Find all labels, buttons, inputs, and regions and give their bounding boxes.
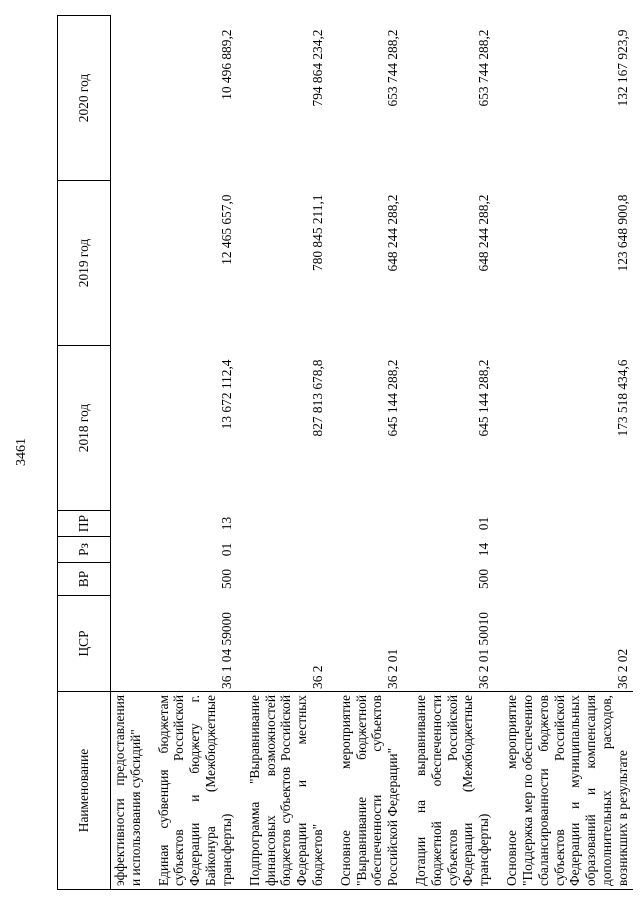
- header-2019: 2019 год: [58, 181, 111, 346]
- row-2020: 10 496 889,2: [218, 29, 234, 100]
- row-2020: 794 864 234,2: [309, 29, 325, 107]
- row-pr: [328, 511, 403, 537]
- header-rz: Рз: [58, 537, 111, 563]
- row-rz: [328, 537, 403, 563]
- header-2020: 2020 год: [58, 16, 111, 181]
- row-name: Единая субвенция бюджетам субъектов Российской Федерации и бюджету г. Байконура (Межбюджетные трансферты): [146, 692, 237, 890]
- row-name: Подпрограмма "Выравнивание финансовых возможностей бюджетов субъектов Российской Федерации и местных бюджетов": [237, 692, 328, 890]
- row-name: эффективности предоставления и использования субсидий": [111, 692, 146, 890]
- row-2019: [111, 181, 146, 346]
- row-2019: 12 465 657,0: [218, 194, 234, 265]
- row-vr: 500: [476, 568, 492, 590]
- row-pr: [111, 511, 146, 537]
- row-csr: [111, 596, 146, 692]
- row-vr: [237, 563, 328, 596]
- table-row: [403, 16, 494, 890]
- header-pr: ПР: [58, 511, 111, 537]
- rotated-page-content: [57, 15, 630, 890]
- row-rz: [237, 537, 328, 563]
- row-2018: 645 144 288,2: [385, 359, 401, 437]
- row-pr: [237, 511, 328, 537]
- row-2020: [111, 16, 146, 181]
- row-name: Дотации на выравнивание бюджетной обеспеченности субъектов Российской Федерации (Межбюджетные трансферты): [403, 692, 494, 890]
- row-name: Основное мероприятие "Поддержка мер по обеспечению сбалансированности бюджетов субъектов Российской Федерации и муниципальных образований и компенсация дополнительных расходов, возникших в результате: [494, 692, 633, 890]
- row-pr: [494, 511, 633, 537]
- table-row: [328, 16, 403, 890]
- table-row: [111, 16, 146, 890]
- row-vr: [328, 563, 403, 596]
- row-vr: 500: [218, 568, 234, 590]
- row-2019: 648 244 288,2: [476, 194, 492, 272]
- row-rz: [111, 537, 146, 563]
- row-pr: 01: [476, 516, 492, 531]
- row-rz: 01: [218, 542, 234, 557]
- table-row: [237, 16, 328, 890]
- row-2018: 645 144 288,2: [476, 359, 492, 437]
- header-name: Наименование: [58, 692, 111, 890]
- row-vr: [111, 563, 146, 596]
- row-name: Основное мероприятие "Выравнивание бюджетной обеспеченности субъектов Российской Федерации": [328, 692, 403, 890]
- row-pr: 13: [218, 516, 234, 531]
- row-2020: 132 167 923,9: [614, 29, 630, 107]
- row-2020: 653 744 288,2: [476, 29, 492, 107]
- row-csr: 36 2: [309, 665, 325, 689]
- row-2018: 827 813 678,8: [309, 359, 325, 437]
- budget-table: [57, 15, 633, 890]
- row-csr: 36 2 01: [385, 648, 401, 689]
- row-vr: [494, 563, 633, 596]
- row-rz: 14: [476, 542, 492, 557]
- page-number: 3461: [14, 438, 29, 466]
- row-csr: 36 1 04 59000: [218, 612, 234, 689]
- row-2019: 123 648 900,8: [614, 194, 630, 272]
- row-2018: [111, 346, 146, 511]
- table-row: [146, 16, 237, 890]
- row-2019: 780 845 211,1: [309, 194, 325, 271]
- table-row: [494, 16, 633, 890]
- row-2020: 653 744 288,2: [385, 29, 401, 107]
- row-2018: 13 672 112,4: [218, 359, 234, 430]
- row-csr: 36 2 02: [614, 648, 630, 689]
- header-vr: ВР: [58, 563, 111, 596]
- row-rz: [494, 537, 633, 563]
- row-2018: 173 518 434,6: [614, 359, 630, 437]
- row-2019: 648 244 288,2: [385, 194, 401, 272]
- header-2018: 2018 год: [58, 346, 111, 511]
- header-row: [58, 16, 111, 890]
- header-csr: ЦСР: [58, 596, 111, 692]
- row-csr: 36 2 01 50010: [476, 612, 492, 689]
